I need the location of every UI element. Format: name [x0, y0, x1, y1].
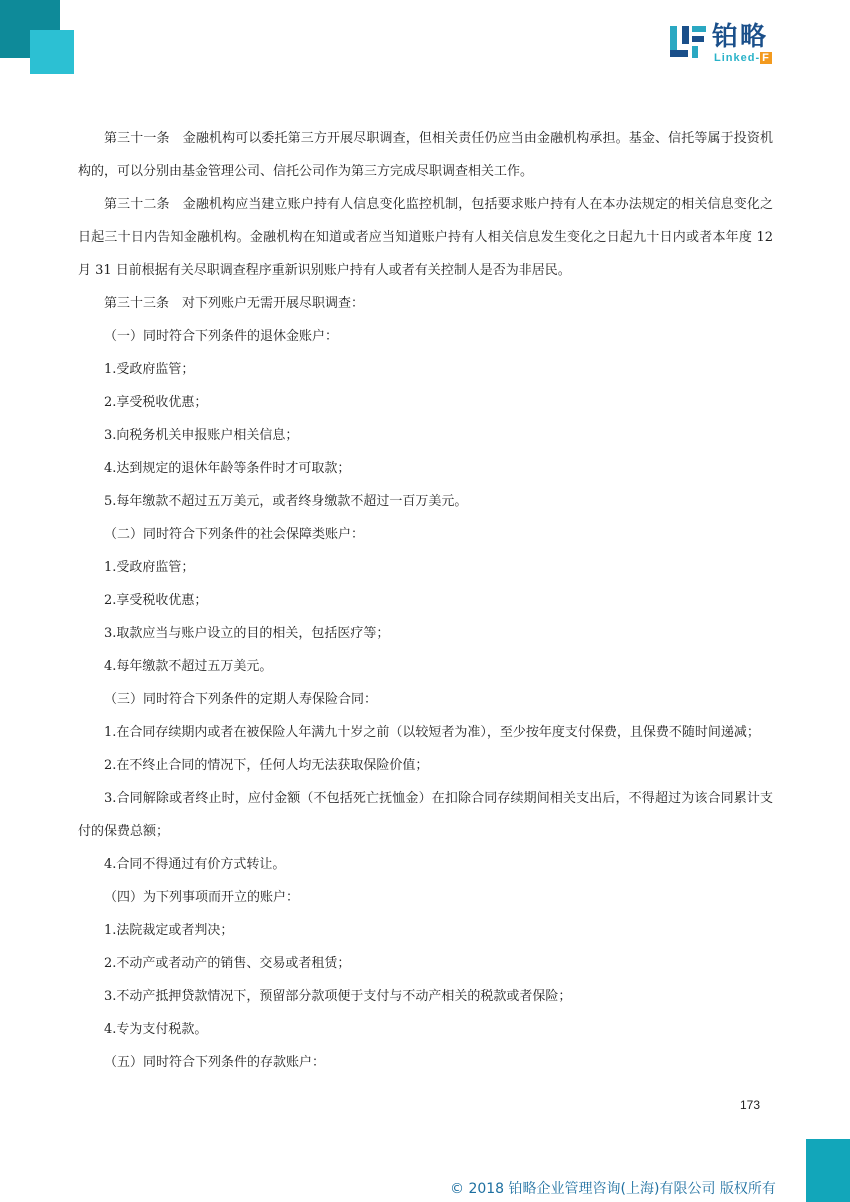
paragraph: 第三十二条 金融机构应当建立账户持有人信息变化监控机制，包括要求账户持有人在本办法规定的相关信息变化之日起三十日内告知金融机构。金融机构在知道或者应当知道账户持有人相关信息发生变化之日起九十日内或者本年度 12 月 31 日前根据有关尽职调查程序重新识别账户持有人或者有关控制人是否为非居民。 [78, 197, 773, 278]
paragraph: 3.取款应当与账户设立的目的相关，包括医疗等； [104, 626, 390, 641]
footer-corner-decoration [806, 1139, 850, 1202]
page-number: 173 [740, 1098, 761, 1112]
paragraph: （四）为下列事项而开立的账户： [104, 890, 300, 905]
paragraph: 第三十一条 金融机构可以委托第三方开展尽职调查，但相关责任仍应当由金融机构承担。基金、信托等属于投资机构的，可以分别由基金管理公司、信托公司作为第三方完成尽职调查相关工作。 [78, 131, 773, 179]
paragraph: （二）同时符合下列条件的社会保障类账户： [104, 527, 365, 542]
paragraph: 第三十三条 对下列账户无需开展尽职调查： [104, 296, 365, 311]
corner-decoration-light [30, 30, 74, 74]
paragraph: 5.每年缴款不超过五万美元，或者终身缴款不超过一百万美元。 [104, 494, 468, 509]
paragraph: 4.达到规定的退休年龄等条件时才可取款； [104, 461, 351, 476]
paragraph: 1.受政府监管； [104, 362, 195, 377]
paragraph: 2.在不终止合同的情况下，任何人均无法获取保险价值； [104, 758, 429, 773]
brand-logo [668, 22, 798, 66]
paragraph: （五）同时符合下列条件的存款账户： [104, 1055, 326, 1070]
paragraph: 1.受政府监管； [104, 560, 195, 575]
logo-english-name: Linked- F [714, 52, 770, 64]
paragraph: 3.不动产抵押贷款情况下，预留部分款项便于支付与不动产相关的税款或者保险； [104, 989, 572, 1004]
footer-copyright: © 2018 铂略企业管理咨询(上海)有限公司 版权所有 [450, 1181, 776, 1197]
paragraph: 2.享受税收优惠； [104, 395, 208, 410]
paragraph: 4.专为支付税款。 [104, 1022, 208, 1037]
document-body [78, 122, 773, 1079]
logo-badge: F [762, 52, 770, 64]
paragraph: 3.合同解除或者终止时，应付金额（不包括死亡抚恤金）在扣除合同存续期间相关支出后，不得超过为该合同累计支付的保费总额； [78, 791, 773, 839]
paragraph: 3.向税务机关申报账户相关信息； [104, 428, 299, 443]
logo-chinese-name: 铂略 [712, 22, 769, 52]
paragraph: 1.法院裁定或者判决； [104, 923, 234, 938]
paragraph: 2.享受税收优惠； [104, 593, 208, 608]
paragraph: （一）同时符合下列条件的退休金账户： [104, 329, 339, 344]
paragraph: 1.在合同存续期内或者在被保险人年满九十岁之前（以较短者为准），至少按年度支付保费，且保费不随时间递减； [104, 725, 760, 740]
logo-mark-icon [668, 22, 708, 62]
paragraph: 2.不动产或者动产的销售、交易或者租赁； [104, 956, 351, 971]
paragraph: （三）同时符合下列条件的定期人寿保险合同： [104, 692, 378, 707]
paragraph: 4.合同不得通过有价方式转让。 [104, 857, 286, 872]
paragraph: 4.每年缴款不超过五万美元。 [104, 659, 273, 674]
